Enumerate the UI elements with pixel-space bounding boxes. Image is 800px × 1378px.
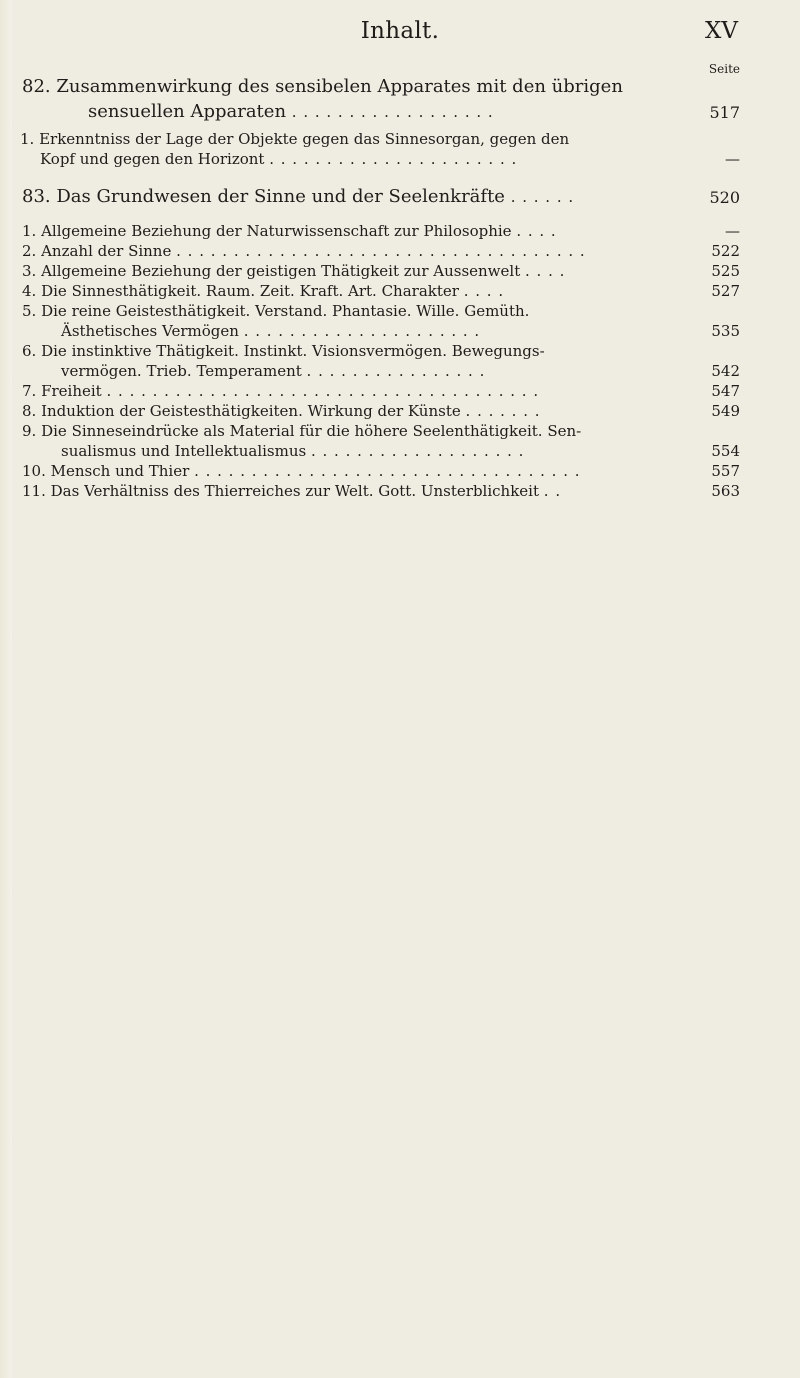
- entry-number: 7.: [22, 382, 37, 400]
- entry-text: Freiheit: [41, 382, 102, 400]
- dot-leaders: . . . . . . . . . . . . . . . .: [306, 362, 486, 380]
- dot-leaders: . . . .: [525, 262, 566, 280]
- page-title: Inhalt.: [360, 18, 440, 44]
- section-82-title-line2: [88, 101, 494, 122]
- section-title-text: Das Grundwesen der Sinne und der Seelenkräfte: [56, 186, 505, 207]
- section-83-page: 520: [709, 188, 740, 207]
- dot-leaders: . . . . . . .: [465, 402, 541, 420]
- entry-83-3-page: 525: [711, 262, 740, 280]
- entry-text: Die Sinneseindrücke als Material für die höhere Seelenthätigkeit. Sen-: [41, 422, 582, 440]
- dot-leaders: . . . . . . . . . . . . . . . . . .: [291, 103, 494, 121]
- section-title-text-cont: sensuellen Apparaten: [88, 101, 287, 122]
- section-title-text: Zusammenwirkung des sensibelen Apparates mit den übrigen: [56, 76, 623, 97]
- dot-leaders: . . . .: [516, 222, 557, 240]
- entry-83-1-page: —: [725, 222, 740, 240]
- dot-leaders: . . . . . . . . . . . . . . . . . . . . . . . . . . . . . . . . . .: [194, 462, 581, 480]
- entry-83-9-page: 554: [711, 442, 740, 460]
- entry-number: 1.: [22, 222, 37, 240]
- dot-leaders: . .: [543, 482, 562, 500]
- entry-text-cont: vermögen. Trieb. Temperament: [61, 362, 302, 380]
- entry-text: Das Verhältniss des Thierreiches zur Welt. Gott. Unsterblichkeit: [50, 482, 539, 500]
- entry-82-1-line1: [20, 130, 569, 148]
- entry-number: 3.: [22, 262, 37, 280]
- entry-83-6-line2: [61, 362, 485, 380]
- entry-83-6-page: 542: [711, 362, 740, 380]
- entry-83-8: [22, 402, 541, 420]
- entry-83-2-page: 522: [711, 242, 740, 260]
- section-number: 82.: [22, 76, 51, 97]
- entry-number: 6.: [22, 342, 37, 360]
- section-82-title-line1: [22, 76, 623, 97]
- entry-83-9-line1: [22, 422, 581, 440]
- entry-83-4: [22, 282, 504, 300]
- dot-leaders: . . . . . . . . . . . . . . . . . . . . . . . . . . . . . . . . . . . . . .: [106, 382, 540, 400]
- dot-leaders: . . . . . . . . . . . . . . . . . . . . . . . . . . . . . . . . . . . .: [176, 242, 586, 260]
- entry-83-4-page: 527: [711, 282, 740, 300]
- running-head: [0, 18, 800, 50]
- dot-leaders: . . . . . . . . . . . . . . . . . . .: [310, 442, 525, 460]
- entry-number: 2.: [22, 242, 37, 260]
- entry-text: Die Sinnesthätigkeit. Raum. Zeit. Kraft. Art. Charakter: [41, 282, 459, 300]
- entry-83-2: [22, 242, 586, 260]
- entry-83-11-page: 563: [711, 482, 740, 500]
- entry-text: Erkenntniss der Lage der Objekte gegen das Sinnesorgan, gegen den: [39, 130, 570, 148]
- entry-82-1-page: —: [725, 150, 740, 168]
- entry-83-6-line1: [22, 342, 545, 360]
- entry-83-10: [22, 462, 581, 480]
- dot-leaders: . . . . . . . . . . . . . . . . . . . . . .: [269, 150, 518, 168]
- entry-83-5-line2: [61, 322, 480, 340]
- entry-text: Allgemeine Beziehung der geistigen Thätigkeit zur Aussenwelt: [41, 262, 521, 280]
- dot-leaders: . . . . . . . . . . . . . . . . . . . . .: [243, 322, 481, 340]
- section-83-title: [22, 186, 574, 207]
- entry-83-11: [22, 482, 561, 500]
- entry-number: 4.: [22, 282, 37, 300]
- entry-text: Mensch und Thier: [50, 462, 190, 480]
- entry-83-1: [22, 222, 557, 240]
- entry-number: 10.: [22, 462, 46, 480]
- dot-leaders: . . . .: [463, 282, 505, 300]
- page-edge-shadow: [0, 0, 12, 1378]
- entry-text: Induktion der Geistesthätigkeiten. Wirkung der Künste: [41, 402, 461, 420]
- entry-text: Die instinktive Thätigkeit. Instinkt. Visionsvermögen. Bewegungs-: [41, 342, 545, 360]
- page-number: XV: [705, 18, 738, 44]
- entry-number: 11.: [22, 482, 46, 500]
- entry-text: Allgemeine Beziehung der Naturwissenschaft zur Philosophie: [41, 222, 512, 240]
- entry-number: 1.: [20, 130, 35, 148]
- entry-83-5-page: 535: [711, 322, 740, 340]
- entry-number: 5.: [22, 302, 37, 320]
- entry-text: Anzahl der Sinne: [41, 242, 172, 260]
- entry-number: 9.: [22, 422, 37, 440]
- entry-text-cont: sualismus und Intellektualismus: [61, 442, 307, 460]
- entry-83-3: [22, 262, 565, 280]
- entry-83-5-line1: [22, 302, 529, 320]
- entry-83-7: [22, 382, 539, 400]
- dot-leaders: . . . . . .: [510, 188, 575, 206]
- entry-82-1-line2: [40, 150, 517, 168]
- entry-83-10-page: 557: [711, 462, 740, 480]
- entry-text-cont: Ästhetisches Vermögen: [61, 322, 239, 340]
- entry-number: 8.: [22, 402, 37, 420]
- entry-text: Die reine Geistesthätigkeit. Verstand. Phantasie. Wille. Gemüth.: [41, 302, 530, 320]
- entry-text-cont: Kopf und gegen den Horizont: [40, 150, 265, 168]
- entry-83-8-page: 549: [711, 402, 740, 420]
- entry-83-7-page: 547: [711, 382, 740, 400]
- seite-column-label: Seite: [708, 62, 740, 76]
- section-number: 83.: [22, 186, 51, 207]
- section-82-page: 517: [709, 103, 740, 122]
- entry-83-9-line2: [61, 442, 524, 460]
